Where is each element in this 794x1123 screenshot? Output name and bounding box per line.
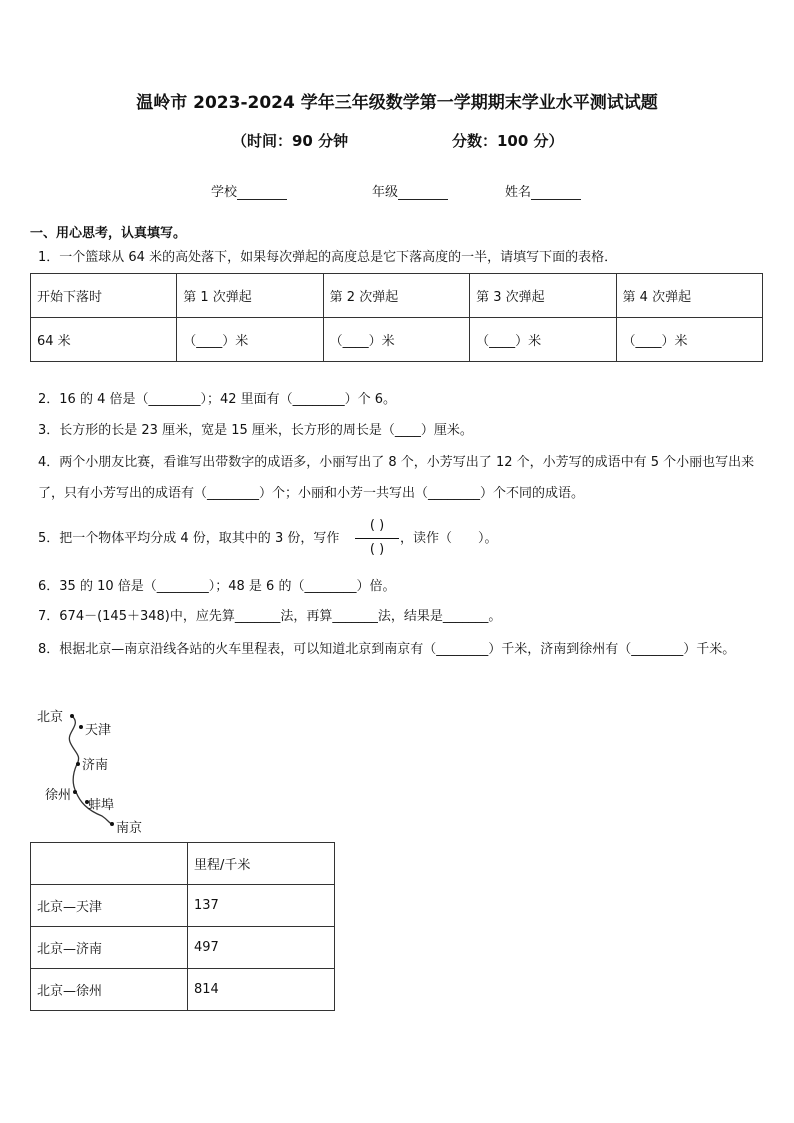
table-cell: （____）米 <box>470 318 616 362</box>
mileage-table <box>30 842 335 1011</box>
school-field <box>211 181 287 200</box>
city-xuzhou: 徐州 <box>45 788 72 803</box>
grade-label: 年级 <box>372 185 399 200</box>
question-5-suffix: ，读作（ ）。 <box>400 531 498 546</box>
bounce-table <box>30 273 763 362</box>
station-dot <box>70 714 74 718</box>
station-dot <box>110 822 114 826</box>
school-blank <box>237 185 287 200</box>
name-blank <box>531 185 581 200</box>
table-row <box>31 318 763 362</box>
table-cell: 里程/千米 <box>188 843 335 885</box>
city-bengbu: 蚌埠 <box>88 798 115 813</box>
fraction-denominator: ( ) <box>369 542 385 557</box>
name-label: 姓名 <box>505 185 532 200</box>
table-row <box>31 843 335 885</box>
table-cell <box>31 843 188 885</box>
grade-blank <box>398 185 448 200</box>
name-field <box>505 181 581 200</box>
table-row <box>31 885 335 927</box>
table-row <box>31 969 335 1011</box>
section-title: 一、用心思考，认真填写。 <box>30 226 187 241</box>
table-cell: （____）米 <box>177 318 323 362</box>
table-cell: 开始下落时 <box>31 274 177 318</box>
question-6: 6．35 的 10 倍是（________）；48 是 6 的（________）倍。 <box>38 579 396 594</box>
table-cell: 137 <box>188 885 335 927</box>
question-4: 4．两个小朋友比赛，看谁写出带数字的成语多，小丽写出了 8 个，小芳写出了 12 个，小芳写的成语中有 5 个小丽也写出来了，只有小芳写出的成语有（________）个；小丽和小芳一共写出（________）个不同的成语。 <box>38 455 755 501</box>
table-cell: 64 米 <box>31 318 177 362</box>
grade-field <box>372 181 448 200</box>
table-cell: 北京—济南 <box>31 927 188 969</box>
school-label: 学校 <box>211 185 238 200</box>
station-dot <box>76 762 80 766</box>
city-jinan: 济南 <box>82 758 109 773</box>
question-5-prefix: 5．把一个物体平均分成 4 份，取其中的 3 份，写作 <box>38 531 340 546</box>
table-cell: 第 3 次弹起 <box>470 274 616 318</box>
city-tianjin: 天津 <box>85 723 112 738</box>
table-cell: 第 4 次弹起 <box>616 274 762 318</box>
question-2: 2．16 的 4 倍是（________）；42 里面有（________）个 6。 <box>38 392 397 407</box>
table-cell: 第 2 次弹起 <box>323 274 469 318</box>
table-cell: 814 <box>188 969 335 1011</box>
table-row <box>31 927 335 969</box>
exam-score: 分数：100 分） <box>452 132 564 150</box>
city-nanjing: 南京 <box>116 821 143 836</box>
page-title: 温岭市 2023-2024 学年三年级数学第一学期期末学业水平测试试题 <box>136 93 658 113</box>
fraction-bar <box>355 538 399 539</box>
station-dot <box>79 725 83 729</box>
city-beijing: 北京 <box>37 710 64 725</box>
table-cell: 497 <box>188 927 335 969</box>
table-cell: （____）米 <box>616 318 762 362</box>
question-1: 1．一个篮球从 64 米的高处落下，如果每次弹起的高度总是它下落高度的一半，请填写下面的表格． <box>38 250 618 265</box>
question-7: 7．674－(145＋348)中，应先算_______法，再算_______法，结果是_______。 <box>38 609 502 624</box>
question-8: 8．根据北京—南京沿线各站的火车里程表，可以知道北京到南京有（________）千米，济南到徐州有（________）千米。 <box>38 642 736 657</box>
table-cell: 第 1 次弹起 <box>177 274 323 318</box>
question-3: 3．长方形的长是 23 厘米，宽是 15 厘米，长方形的周长是（____）厘米。 <box>38 423 473 438</box>
fraction-numerator: ( ) <box>369 518 385 533</box>
table-cell: （____）米 <box>323 318 469 362</box>
table-row <box>31 274 763 318</box>
table-cell: 北京—徐州 <box>31 969 188 1011</box>
station-dot <box>73 790 77 794</box>
table-cell: 北京—天津 <box>31 885 188 927</box>
fraction <box>355 518 399 560</box>
exam-time: （时间：90 分钟 <box>232 132 349 150</box>
